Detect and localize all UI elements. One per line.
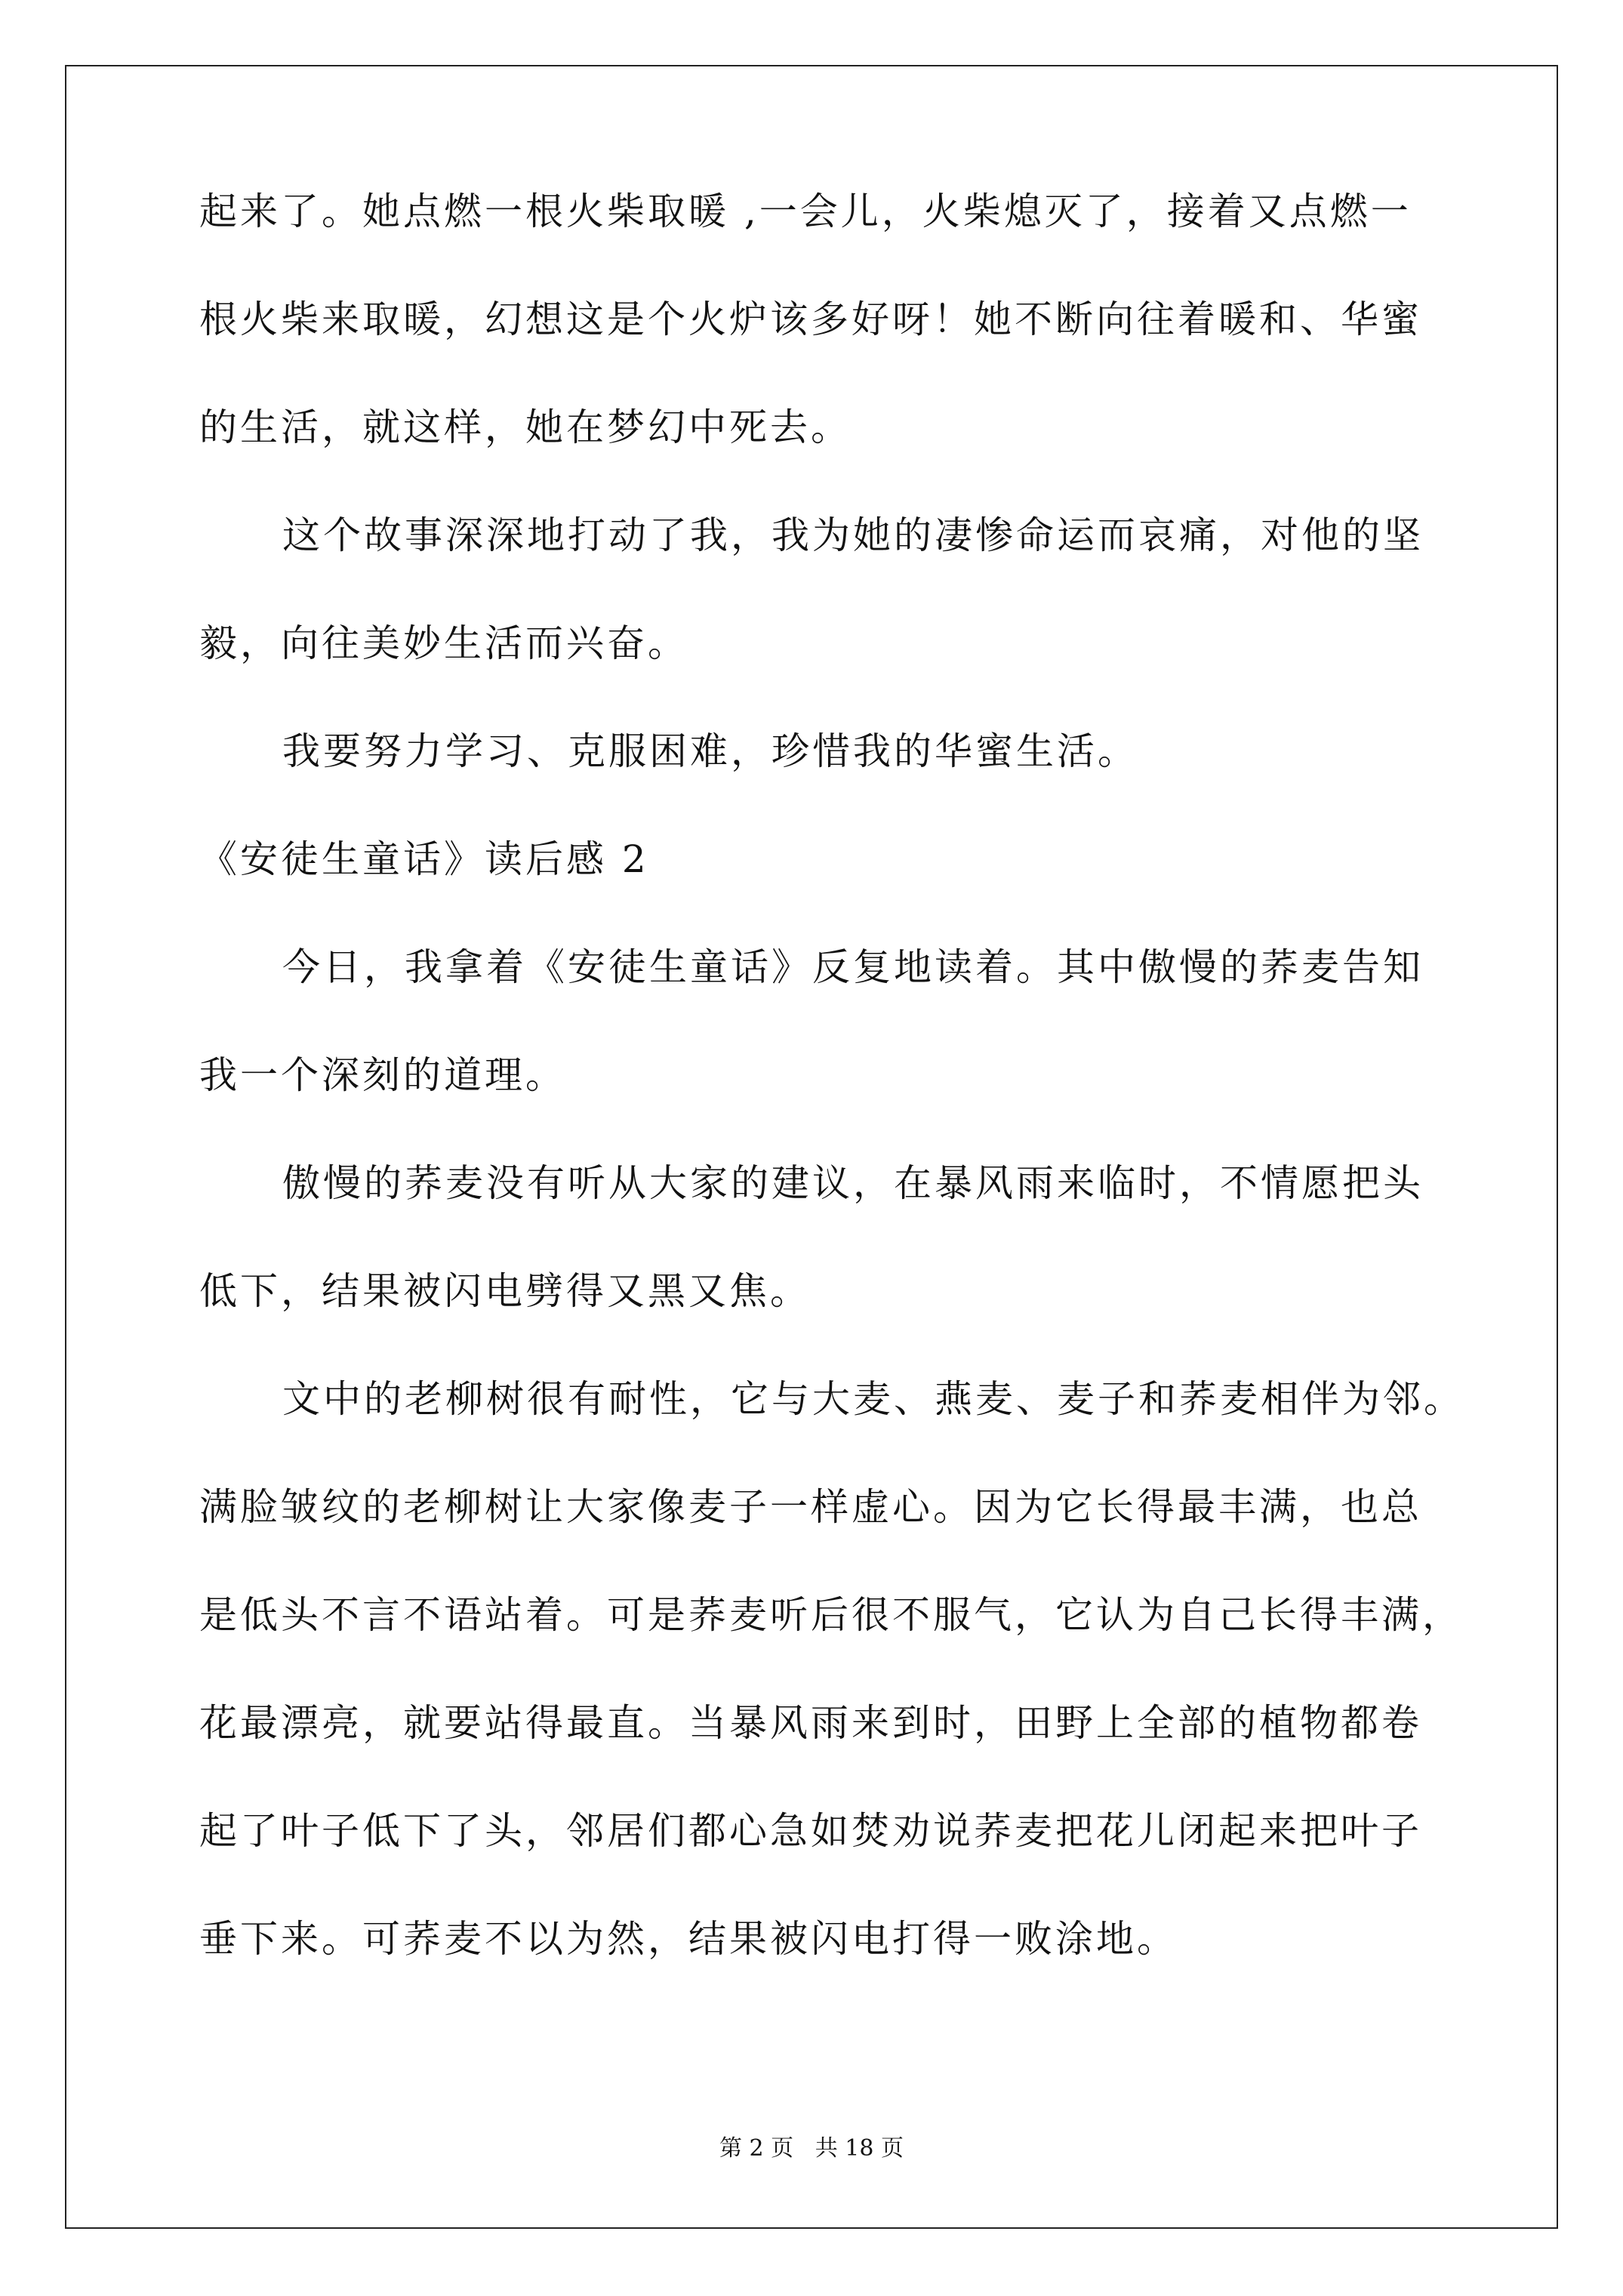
paragraph-start-line: 今日，我拿着《安徒生童话》反复地读着。其中傲慢的荞麦告知 — [282, 945, 1424, 989]
text-line: 满脸皱纹的老柳树让大家像麦子一样虚心。因为它长得最丰满，也总 — [199, 1485, 1422, 1529]
text-line: 是低头不言不语站着。可是荞麦听后很不服气，它认为自己长得丰满， — [199, 1593, 1463, 1637]
text-line: 低下，结果被闪电劈得又黑又焦。 — [199, 1269, 811, 1313]
text-line: 花最漂亮，就要站得最直。当暴风雨来到时，田野上全部的植物都卷 — [199, 1701, 1422, 1745]
text-line: 根火柴来取暖，幻想这是个火炉该多好呀！她不断向往着暖和、华蜜 — [199, 297, 1422, 341]
document-body — [199, 174, 1464, 2009]
paragraph-start-line: 这个故事深深地打动了我，我为她的凄惨命运而哀痛，对他的坚 — [282, 513, 1424, 557]
text-line: 我一个深刻的道理。 — [199, 1053, 566, 1097]
paragraph-start-line: 傲慢的荞麦没有听从大家的建议，在暴风雨来临时，不情愿把头 — [282, 1161, 1424, 1205]
section-heading: 《安徒生童话》读后感 2 — [199, 837, 649, 881]
paragraph-start-line: 我要努力学习、克服困难，珍惜我的华蜜生活。 — [282, 729, 1138, 773]
text-line: 垂下来。可荞麦不以为然，结果被闪电打得一败涂地。 — [199, 1917, 1178, 1961]
text-line: 的生活，就这样，她在梦幻中死去。 — [199, 405, 852, 449]
text-line: 毅，向往美妙生活而兴奋。 — [199, 621, 688, 665]
paragraph-start-line: 文中的老柳树很有耐性，它与大麦、燕麦、麦子和荞麦相伴为邻。 — [282, 1377, 1464, 1421]
text-line: 起来了。她点燃一根火柴取暖 ,一会儿，火柴熄灭了，接着又点燃一 — [199, 190, 1412, 233]
text-line: 起了叶子低下了头，邻居们都心急如焚劝说荞麦把花儿闭起来把叶子 — [199, 1809, 1422, 1853]
page-number-footer: 第 2 页 共 18 页 — [719, 2135, 904, 2162]
